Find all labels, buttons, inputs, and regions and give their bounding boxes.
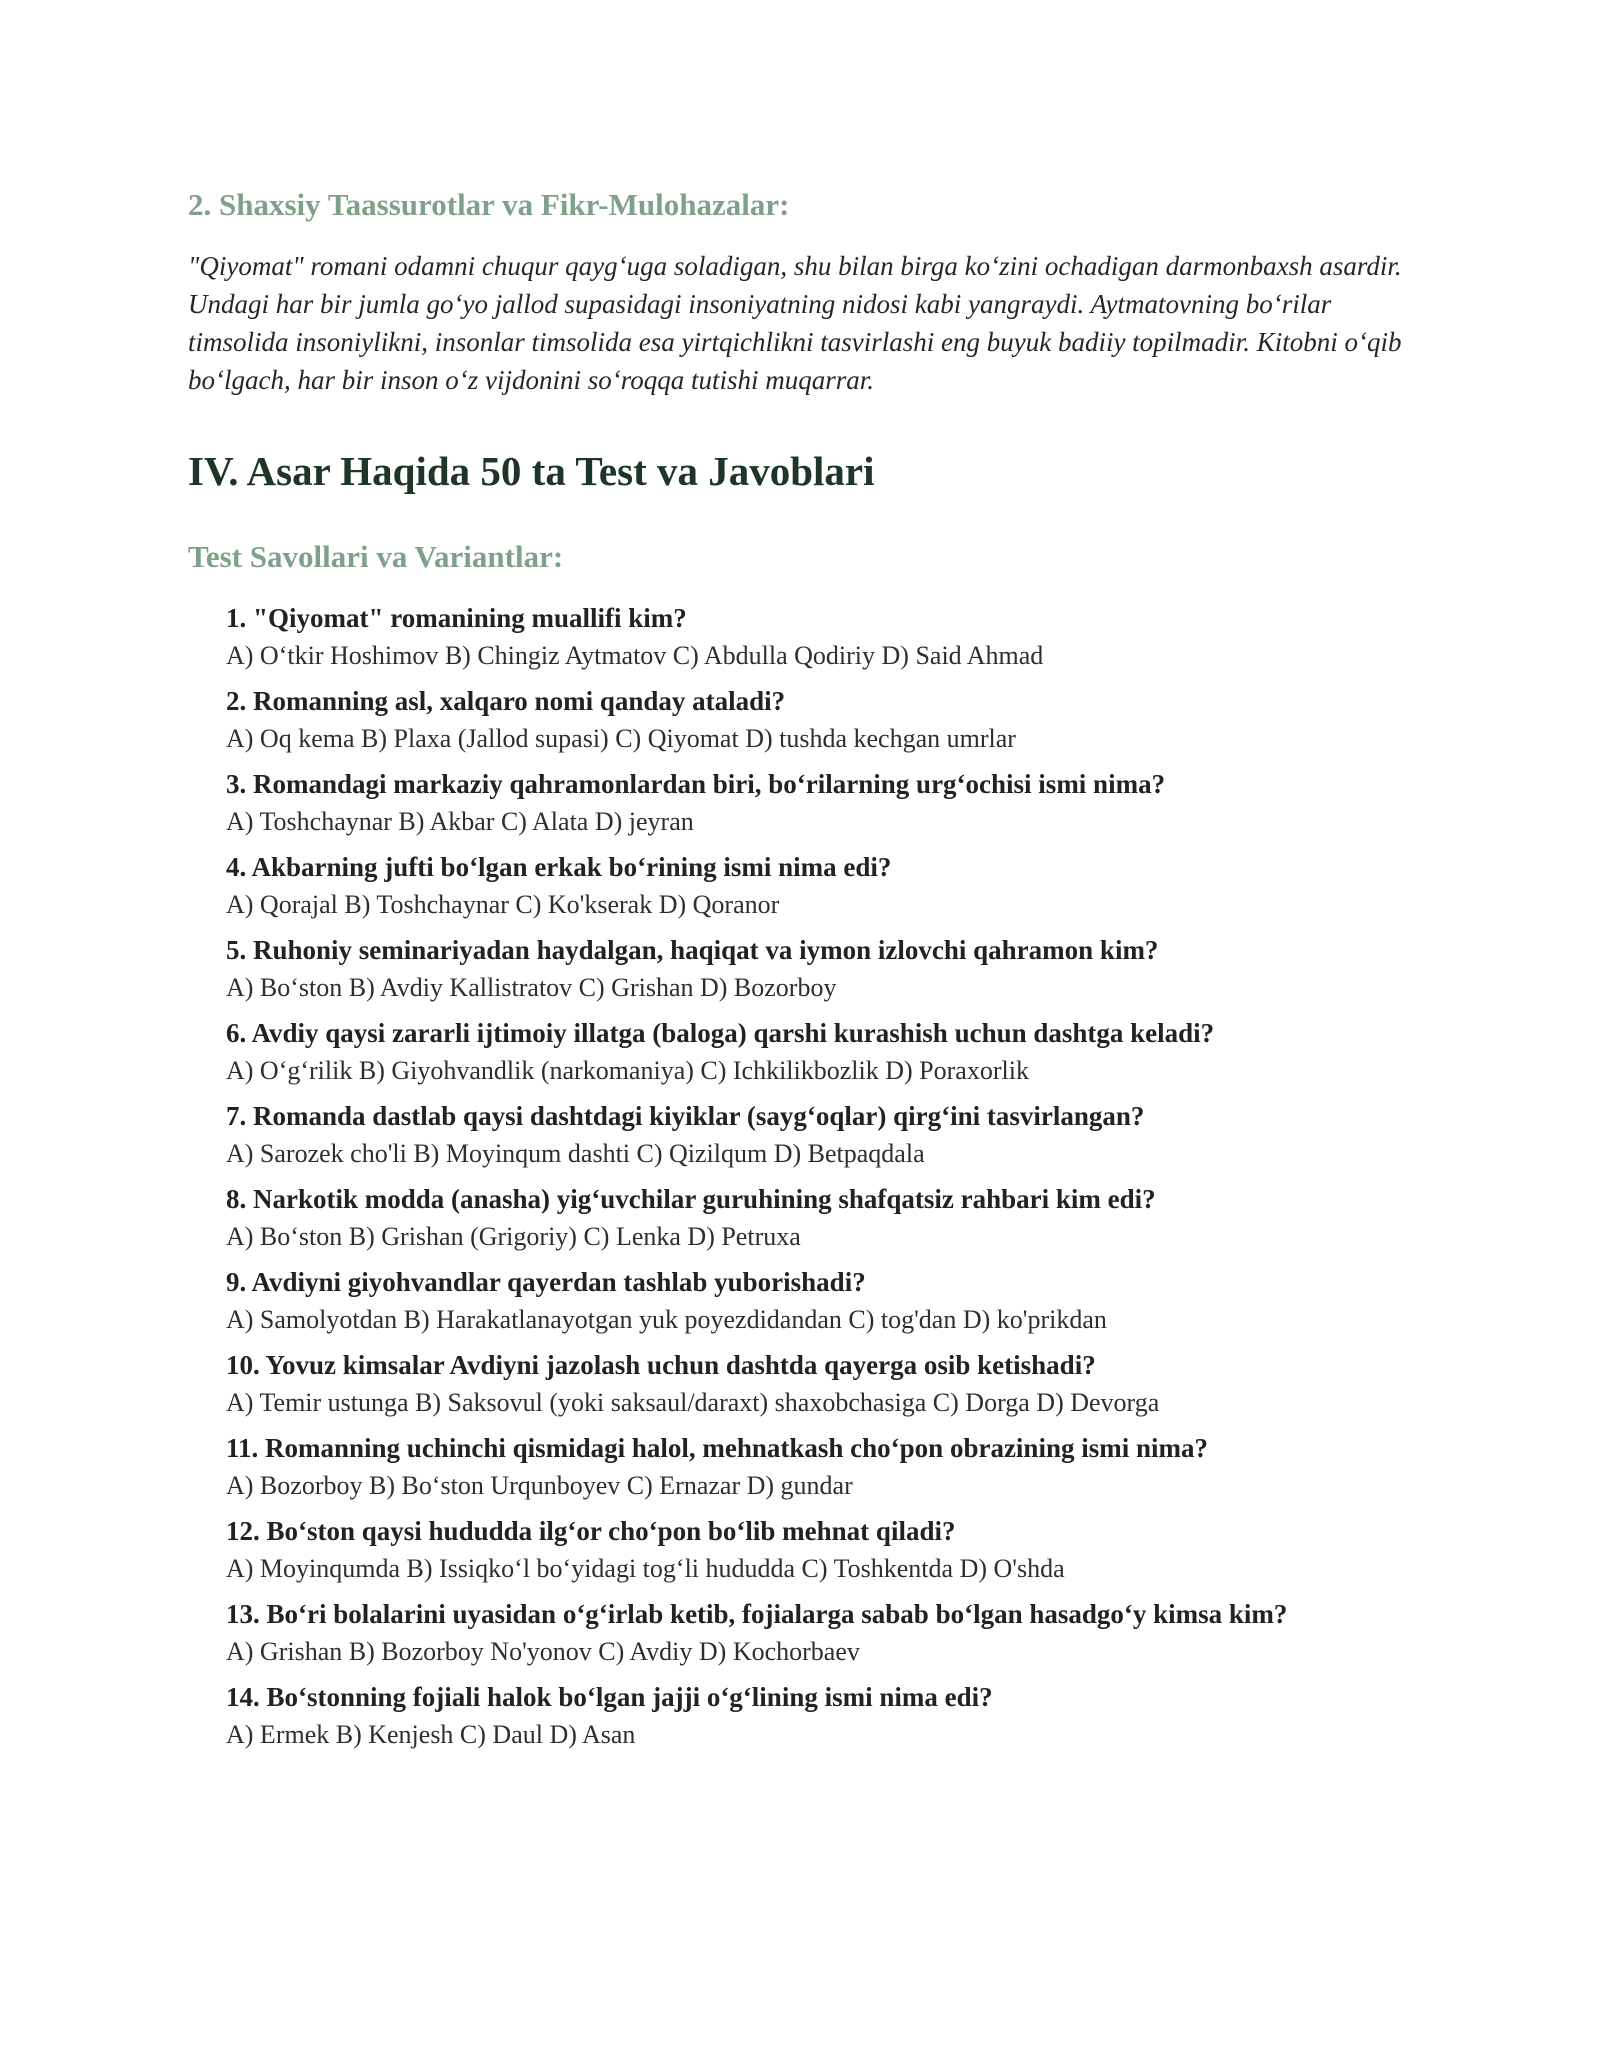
impressions-paragraph: "Qiyomat" romani odamni chuqur qayg‘uga soladigan, shu bilan birga ko‘zini ochadigan darmonbaxsh asardir. Undagi har bir jumla go‘yo jallod supasidagi insoniyatning nidosi kabi yangraydi. Aytmatovning bo‘rilar timsolida insoniylikni, insonlar timsolida esa yirtqichlikni tasvirlashi eng buyuk badiiy topilmadir. Kitobni o‘qib bo‘lgach, har bir inson o‘z vijdonini so‘roqqa tutishi muqarrar. (188, 251, 1402, 396)
question-options: A) Oq kema B) Plaxa (Jallod supasi) C) Qiyomat D) tushda kechgan umrlar (226, 723, 1016, 753)
section-2-heading: 2. Shaxsiy Taassurotlar va Fikr-Mulohazalar: (188, 187, 790, 222)
question-text: 8. Narkotik modda (anasha) yig‘uvchilar guruhining shafqatsiz rahbari kim edi? (226, 1183, 1156, 1214)
question-options: A) Moyinqumda B) Issiqko‘l bo‘yidagi tog‘li hududda C) Toshkentda D) O'shda (226, 1553, 1065, 1583)
section-4-heading: IV. Asar Haqida 50 ta Test va Javoblari (188, 448, 875, 495)
question-text: 1. "Qiyomat" romanining muallifi kim? (226, 602, 687, 633)
question-item (226, 932, 1428, 1006)
question-options: A) Temir ustunga B) Saksovul (yoki saksaul/daraxt) shaxobchasiga C) Dorga D) Devorga (226, 1387, 1160, 1417)
question-text: 12. Bo‘ston qaysi hududda ilg‘or cho‘pon bo‘lib mehnat qiladi? (226, 1515, 956, 1546)
question-item (226, 849, 1428, 923)
question-text: 10. Yovuz kimsalar Avdiyni jazolash uchun dashtda qayerga osib ketishadi? (226, 1349, 1096, 1380)
question-item (226, 683, 1428, 757)
question-text: 6. Avdiy qaysi zararli ijtimoiy illatga (baloga) qarshi kurashish uchun dashtga keladi? (226, 1017, 1215, 1048)
question-options: A) Toshchaynar B) Akbar C) Alata D) jeyran (226, 806, 694, 836)
page-content (188, 186, 1428, 1762)
question-item (226, 1015, 1428, 1089)
question-item (226, 1181, 1428, 1255)
question-text: 13. Bo‘ri bolalarini uyasidan o‘g‘irlab ketib, fojialarga sabab bo‘lgan hasadgo‘y kimsa kim? (226, 1598, 1288, 1629)
question-options: A) Bo‘ston B) Avdiy Kallistratov C) Grishan D) Bozorboy (226, 972, 837, 1002)
question-options: A) Bo‘ston B) Grishan (Grigoriy) C) Lenka D) Petruxa (226, 1221, 801, 1251)
question-options: A) Qorajal B) Toshchaynar C) Ko'kserak D) Qoranor (226, 889, 780, 919)
question-text: 7. Romanda dastlab qaysi dashtdagi kiyiklar (sayg‘oqlar) qirg‘ini tasvirlangan? (226, 1100, 1145, 1131)
question-text: 5. Ruhoniy seminariyadan haydalgan, haqiqat va iymon izlovchi qahramon kim? (226, 934, 1159, 965)
question-options: A) Grishan B) Bozorboy No'yonov C) Avdiy D) Kochorbaev (226, 1636, 860, 1666)
question-text: 14. Bo‘stonning fojiali halok bo‘lgan jajji o‘g‘lining ismi nima edi? (226, 1681, 993, 1712)
question-item (226, 1264, 1428, 1338)
question-options: A) O‘tkir Hoshimov B) Chingiz Aytmatov C) Abdulla Qodiriy D) Said Ahmad (226, 640, 1044, 670)
question-options: A) Sarozek cho'li B) Moyinqum dashti C) Qizilqum D) Betpaqdala (226, 1138, 925, 1168)
question-item (226, 600, 1428, 674)
question-options: A) Samolyotdan B) Harakatlanayotgan yuk poyezdidandan C) tog'dan D) ko'prikdan (226, 1304, 1107, 1334)
question-text: 4. Akbarning jufti bo‘lgan erkak bo‘rining ismi nima edi? (226, 851, 892, 882)
question-text: 2. Romanning asl, xalqaro nomi qanday ataladi? (226, 685, 786, 716)
question-item (226, 1347, 1428, 1421)
question-text: 11. Romanning uchinchi qismidagi halol, mehnatkash cho‘pon obrazining ismi nima? (226, 1432, 1208, 1463)
question-options: A) Ermek B) Kenjesh C) Daul D) Asan (226, 1719, 636, 1749)
question-item (226, 766, 1428, 840)
question-options: A) O‘g‘rilik B) Giyohvandlik (narkomaniya) C) Ichkilikbozlik D) Poraxorlik (226, 1055, 1029, 1085)
question-text: 9. Avdiyni giyohvandlar qayerdan tashlab yuborishadi? (226, 1266, 866, 1297)
question-item (226, 1098, 1428, 1172)
question-item (226, 1430, 1428, 1504)
question-options: A) Bozorboy B) Bo‘ston Urqunboyev C) Ernazar D) gundar (226, 1470, 853, 1500)
question-item (226, 1596, 1428, 1670)
test-questions-heading: Test Savollari va Variantlar: (188, 539, 564, 575)
question-list (188, 600, 1428, 1753)
question-item (226, 1679, 1428, 1753)
question-item (226, 1513, 1428, 1587)
question-text: 3. Romandagi markaziy qahramonlardan biri, bo‘rilarning urg‘ochisi ismi nima? (226, 768, 1166, 799)
